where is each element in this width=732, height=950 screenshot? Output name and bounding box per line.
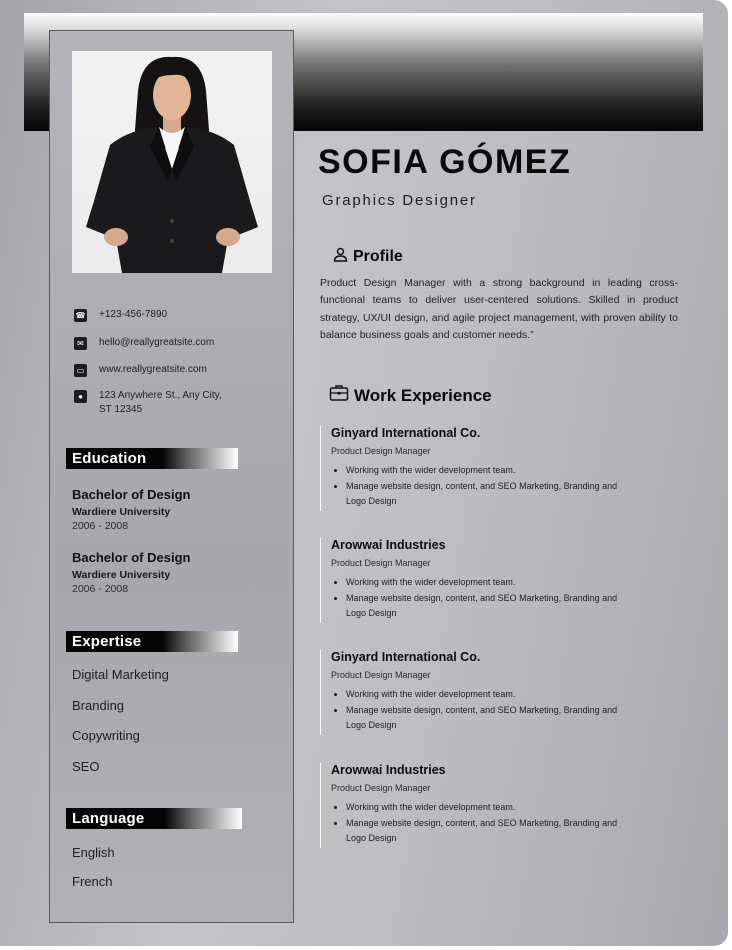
- job-bullet: • Working with the wider development team.: [346, 575, 620, 591]
- user-icon: [333, 247, 348, 267]
- job-bullet: • Manage website design, content, and SEO Marketing, Branding and Logo Design: [346, 591, 620, 622]
- job-bullet: • Manage website design, content, and SEO Marketing, Branding and Logo Design: [346, 703, 620, 734]
- education-entry: [72, 550, 190, 596]
- expertise-item: SEO: [72, 759, 100, 774]
- job-bullets: [320, 575, 620, 622]
- address-text: 123 Anywhere St., Any City, ST 12345: [99, 390, 222, 415]
- job-title: Product Design Manager: [331, 783, 431, 793]
- section-label-education: Education: [66, 448, 238, 469]
- job-title: Product Design Manager: [331, 446, 431, 456]
- timeline-bar: [320, 538, 321, 623]
- job-bullet: • Working with the wider development team.: [346, 800, 620, 816]
- location-icon: ●: [74, 390, 87, 403]
- job-bullet: • Manage website design, content, and SEO Marketing, Branding and Logo Design: [346, 479, 620, 510]
- profile-photo: [72, 51, 272, 273]
- job-entry: [320, 538, 620, 622]
- years: 2006 - 2008: [72, 520, 129, 532]
- phone-icon: ☎: [75, 311, 86, 320]
- job-bullet: • Working with the wider development team.: [346, 687, 620, 703]
- company-name: Ginyard International Co.: [331, 426, 481, 440]
- profile-summary: Product Design Manager with a strong background in leading cross-functional teams to deliver user-centered solutions. Skilled in product strategy, UX/UI design, and agile project management, with proven ability to balance business goals and customer needs.”: [320, 277, 678, 341]
- website-icon: ▭: [74, 364, 87, 377]
- company-name: Arowwai Industries: [331, 538, 446, 552]
- school: Wardiere University: [72, 569, 171, 581]
- job-title: Product Design Manager: [331, 670, 431, 680]
- job-entry: [320, 650, 620, 734]
- company-name: Ginyard International Co.: [331, 650, 481, 664]
- job-title: Product Design Manager: [331, 558, 431, 568]
- expertise-item: Branding: [72, 698, 125, 713]
- job-bullets: [320, 687, 620, 734]
- section-label-expertise: Expertise: [66, 631, 238, 652]
- website-text: www.reallygreatsite.com: [99, 364, 207, 375]
- job-bullet: • Manage website design, content, and SEO Marketing, Branding and Logo Design: [346, 816, 620, 847]
- section-label-language: Language: [66, 808, 242, 829]
- expertise-item: Copywriting: [72, 728, 140, 743]
- email-text: hello@reallygreatsite.com: [99, 337, 215, 348]
- contact-phone: [74, 309, 167, 322]
- mail-icon: ✉: [74, 337, 87, 350]
- language-item: English: [72, 845, 115, 860]
- person-name: SOFIA GÓMEZ: [318, 143, 572, 181]
- degree: Bachelor of Design: [72, 550, 191, 565]
- work-heading-text: Work Experience: [354, 385, 492, 405]
- timeline-bar: [320, 763, 321, 848]
- timeline-bar: [320, 650, 321, 735]
- years: 2006 - 2008: [72, 583, 129, 595]
- profile-heading-text: Profile: [353, 248, 403, 265]
- profile-heading: [333, 247, 403, 267]
- job-bullet: • Working with the wider development team.: [346, 463, 620, 479]
- job-role: Graphics Designer: [322, 192, 477, 209]
- job-entry: [320, 763, 620, 847]
- briefcase-icon: [329, 383, 349, 408]
- school: Wardiere University: [72, 506, 171, 518]
- work-heading: [329, 383, 492, 408]
- timeline-bar: [320, 426, 321, 511]
- job-bullets: [320, 800, 620, 847]
- contact-address: [74, 390, 225, 417]
- job-bullets: [320, 463, 620, 510]
- degree: Bachelor of Design: [72, 487, 191, 502]
- job-entry: [320, 426, 620, 510]
- company-name: Arowwai Industries: [331, 763, 446, 777]
- phone-text: +123-456-7890: [99, 309, 168, 320]
- contact-email: [74, 337, 214, 350]
- contact-website: [74, 364, 207, 377]
- language-item: French: [72, 874, 113, 889]
- education-entry: [72, 487, 190, 533]
- expertise-item: Digital Marketing: [72, 667, 169, 682]
